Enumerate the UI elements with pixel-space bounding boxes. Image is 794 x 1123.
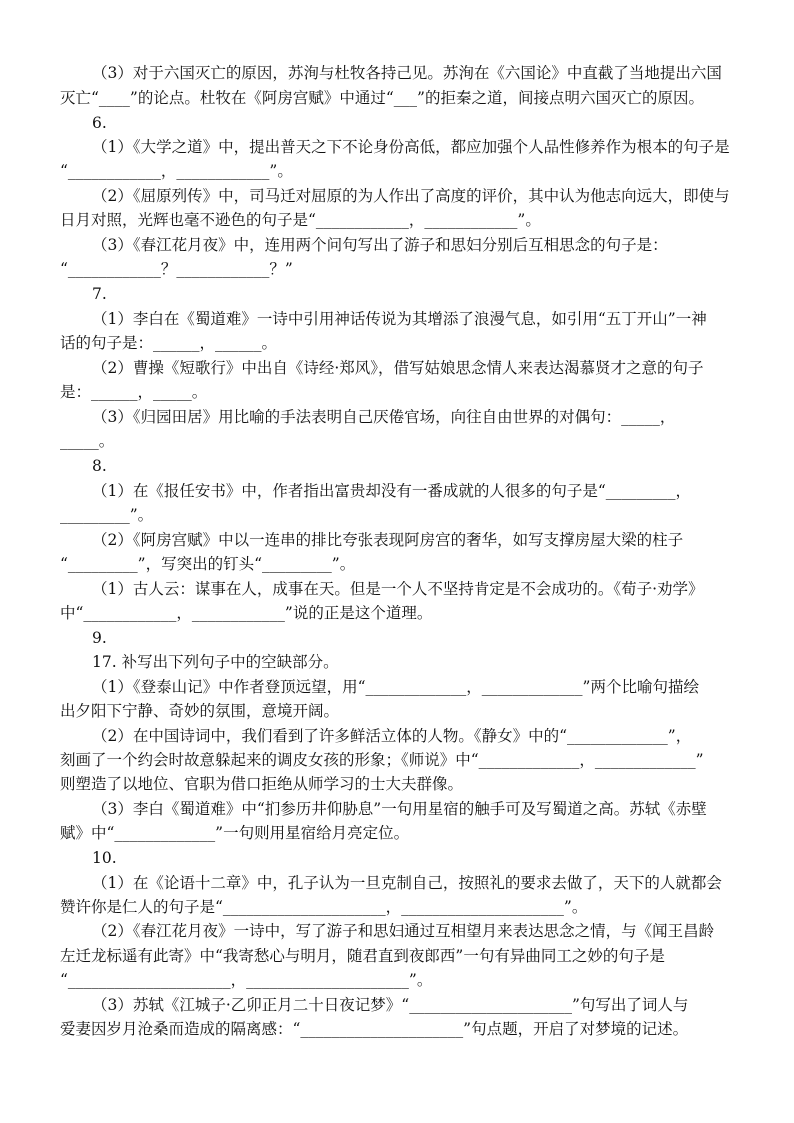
text-line: “_____________________，_____________________”。: [60, 971, 433, 989]
text-line: 日月对照，光辉也毫不逊色的句子是“____________，____________”。: [60, 211, 541, 229]
text-line: _____。: [60, 432, 115, 450]
text-line: 赋》中“_____________”一句则用星宿给月亮定位。: [60, 824, 410, 842]
text-line: （2）曹操《短歌行》中出自《诗经·郑风》，借写姑娘思念情人来表达渴慕贤才之意的句子: [92, 359, 704, 377]
text-line: （1）在《论语十二章》中，孔子认为一旦克制自己，按照礼的要求去做了，天下的人就都会: [92, 874, 722, 892]
text-line: _________”。: [60, 506, 154, 524]
text-line: （3）对于六国灭亡的原因，苏洵与杜牧各持己见。苏洵在《六国论》中直截了当地提出六国: [92, 64, 722, 82]
section-heading: 17. 补写出下列句子中的空缺部分。: [92, 653, 339, 671]
text-line: “____________，____________”。: [60, 162, 293, 180]
text-line: 中“____________，____________”说的正是这个道理。: [60, 604, 433, 622]
text-line: 刻画了一个约会时故意躲起来的调皮女孩的形象；《师说》中“_____________，_____________”: [60, 751, 704, 769]
text-line: 赞许你是仁人的句子是“_____________________，_____________________”。: [60, 898, 588, 916]
question-number: 8.: [92, 457, 107, 475]
text-line: （3）李白《蜀道难》中“扪参历井仰胁息”一句用星宿的触手可及写蜀道之高。苏轼《赤壁: [92, 800, 707, 818]
text-line: （3）《归园田居》用比喻的手法表明自己厌倦官场，向往自由世界的对偶句：_____，: [92, 408, 676, 426]
text-line: 爱妻因岁月沧桑而造成的隔离感：“_____________________”句点题，开启了对梦境的记述。: [60, 1020, 689, 1038]
text-line: （1）李白在《蜀道难》一诗中引用神话传说为其增添了浪漫气息，如引用“五丁开山”一神: [92, 310, 707, 328]
text-line: 话的句子是：______，______。: [60, 334, 278, 352]
text-line: “____________？____________？”: [60, 260, 293, 278]
question-number: 10.: [92, 849, 117, 867]
text-line: （1）《登泰山记》中作者登顶远望，用“_____________，_____________”两个比喻句描绘: [92, 678, 699, 696]
text-line: 灭亡“____”的论点。杜牧在《阿房宫赋》中通过“___”的拒秦之道，间接点明六国灭亡的原因。: [60, 89, 704, 107]
question-number: 6.: [92, 114, 107, 132]
question-number: 9.: [92, 629, 107, 647]
text-line: 是：______，_____。: [60, 383, 208, 401]
text-line: “_________”，写突出的钉头“_________”。: [60, 555, 356, 573]
text-line: （2）《阿房宫赋》中以一连串的排比夸张表现阿房宫的奢华，如写支撑房屋大梁的柱子: [92, 531, 684, 549]
text-line: 出夕阳下宁静、奇妙的氛围，意境开阔。: [60, 702, 340, 720]
question-number: 7.: [92, 285, 107, 303]
text-line: （1）《大学之道》中，提出普天之下不论身份高低，都应加强个人品性修养作为根本的句子是: [92, 138, 730, 156]
text-line: （3）《春江花月夜》中，连用两个问句写出了游子和思妇分别后互相思念的句子是：: [92, 236, 668, 254]
text-line: （1）在《报任安书》中，作者指出富贵却没有一番成就的人很多的句子是“_________，: [92, 482, 692, 500]
text-line: （2）《屈原列传》中，司马迁对屈原的为人作出了高度的评价，其中认为他志向远大，即使与: [92, 187, 730, 205]
text-line: （1）古人云：谋事在人，成事在天。但是一个人不坚持肯定是不会成功的。《荀子·劝学》: [92, 580, 704, 598]
text-line: （2）《春江花月夜》一诗中，写了游子和思妇通过互相望月来表达思念之情，与《闻王昌龄: [92, 922, 715, 940]
text-line: 则塑造了以地位、官职为借口拒绝从师学习的士大夫群像。: [60, 775, 464, 793]
text-line: （2）在中国诗词中，我们看到了许多鲜活立体的人物。《静女》中的“_____________”，: [92, 727, 692, 745]
text-line: 左迁龙标遥有此寄》中“我寄愁心与明月，随君直到夜郎西”一句有异曲同工之妙的句子是: [60, 947, 665, 965]
text-line: （3）苏轼《江城子·乙卯正月二十日夜记梦》“_____________________”句写出了词人与: [92, 996, 689, 1014]
